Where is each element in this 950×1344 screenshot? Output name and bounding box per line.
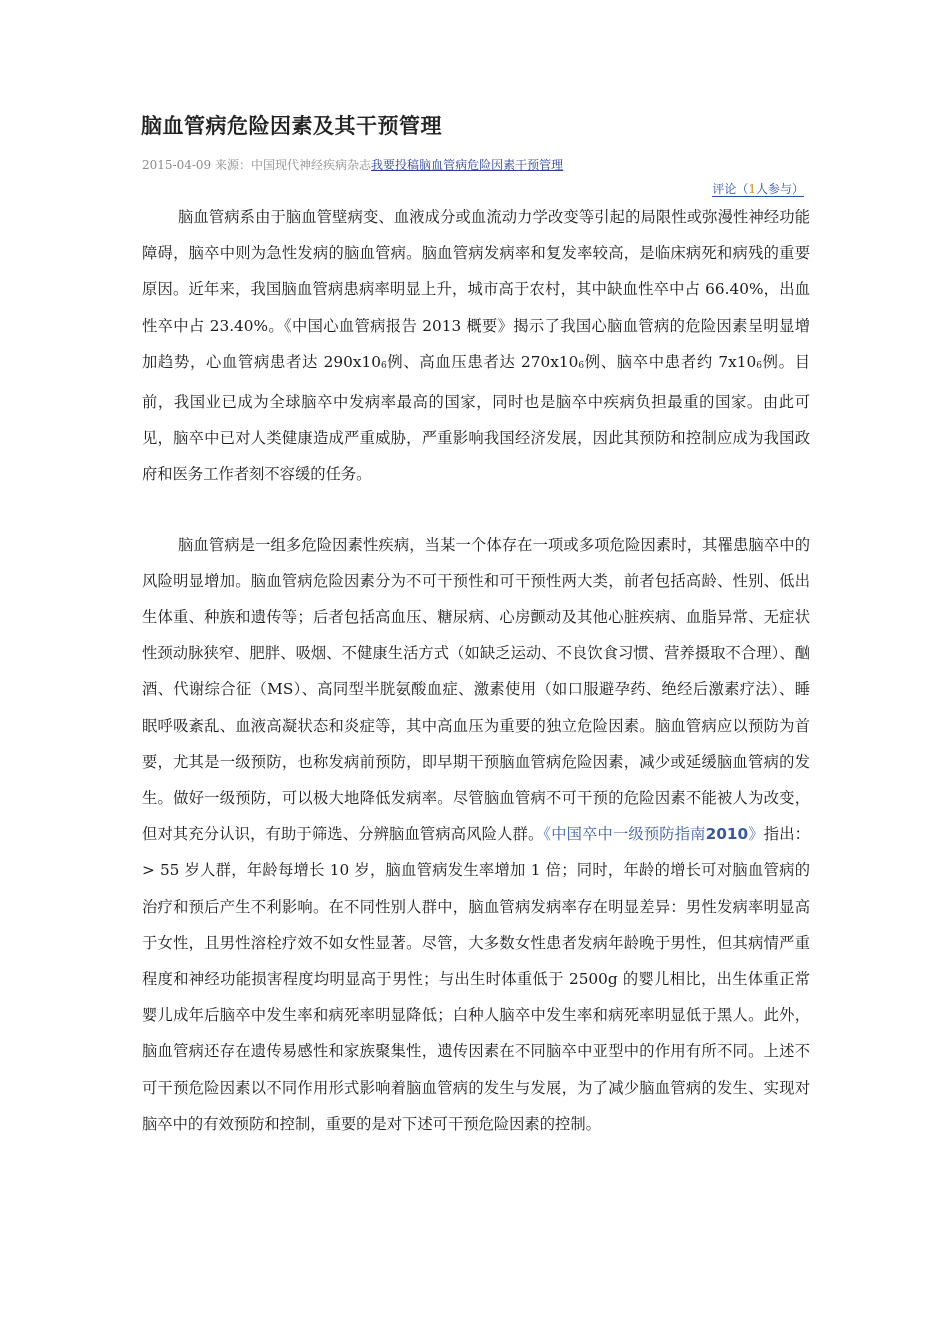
comments-row	[142, 180, 810, 198]
paragraph-intro-text-2: 例、高血压患者达 270x10	[386, 352, 579, 371]
paragraph-intro-text-1: 脑血管病系由于脑血管壁病变、血液成分或血流动力学改变等引起的局限性或弥漫性神经功能障碍，脑卒中则为急性发病的脑血管病。脑血管病发病率和复发率较高，是临床病死和病残的重要原因。近年来，我国脑血管病患病率明显上升，城市高于农村，其中缺血性卒中占 66.40%，出血性卒中占 23.40%。《中国心血管病报告 2013 概要》揭示了我国心脑血管病的危险因素呈明显增加趋势，心血管病患者达 290x10	[142, 208, 810, 371]
publish-date: 2015-04-09	[142, 158, 212, 172]
article-title: 脑血管病危险因素及其干预管理	[141, 114, 442, 138]
article-meta	[142, 156, 810, 174]
paragraph-risk-factors	[142, 527, 810, 1142]
paragraph-intro	[142, 199, 810, 493]
source-name: 中国现代神经疾病杂志	[251, 158, 372, 172]
comments-suffix: 人参与）	[755, 182, 804, 196]
exponent-2: 6	[578, 360, 585, 371]
guideline-link-close: 》	[748, 825, 764, 844]
paragraph-intro-text-3: 例、脑卒中患者约 7x10	[584, 352, 757, 371]
guideline-link-year: 2010	[705, 825, 749, 844]
comments-count: 1	[748, 182, 756, 196]
source-label: 来源：	[215, 158, 252, 172]
comments-label: 评论（	[712, 182, 749, 196]
paragraph-risk-text-1: 脑血管病是一组多危险因素性疾病，当某一个体存在一项或多项危险因素时，其罹患脑卒中的风险明显增加。脑血管病危险因素分为不可干预性和可干预性两大类，前者包括高龄、性别、低出生体重、种族和遗传等；后者包括高血压、糖尿病、心房颤动及其他心脏疾病、血脂异常、无症状性颈动脉狭窄、肥胖、吸烟、不健康生活方式（如缺乏运动、不良饮食习惯、营养摄取不合理）、酗酒、代谢综合征（MS）、高同型半胱氨酸血症、激素使用（如口服避孕药、绝经后激素疗法）、睡眠呼吸紊乱、血液高凝状态和炎症等，其中高血压为重要的独立危险因素。脑血管病应以预防为首要，尤其是一级预防，也称发病前预防，即早期干预脑血管病危险因素，减少或延缓脑血管病的发生。做好一级预防，可以极大地降低发病率。尽管脑血管病不可干预的危险因素不能被人为改变，但对其充分认识，有助于筛选、分辨脑血管病高风险人群。	[142, 535, 810, 844]
article	[142, 108, 810, 1142]
paragraph-risk-text-2: 指出： > 55 岁人群，年龄每增长 10 岁，脑血管病发生率增加 1 倍；同时，年龄的增长可对脑血管病的治疗和预后产生不利影响。在不同性别人群中，脑血管病发病率存在明显差异：男性发病率明显高于女性，且男性溶栓疗效不如女性显著。尽管，大多数女性患者发病年龄晚于男性，但其病情严重程度和神经功能损害程度均明显高于男性；与出生时体重低于 2500g 的婴儿相比，出生体重正常婴儿成年后脑卒中发生率和病死率明显降低；白种人脑卒中发生率和病死率明显低于黑人。此外，脑血管病还存在遗传易感性和家族聚集性，遗传因素在不同脑卒中亚型中的作用有所不同。上述不可干预危险因素以不同作用形式影响着脑血管病的发生与发展，为了减少脑血管病的发生、实现对脑卒中的有效预防和控制，重要的是对下述可干预危险因素的控制。	[142, 825, 810, 1133]
submit-link[interactable]: 我要投稿	[371, 158, 420, 172]
tags-link[interactable]: 脑血管病危险因素干预管理	[419, 158, 564, 172]
paragraph-intro-text-4: 例。目前，我国业已成为全球脑卒中发病率最高的国家，同时也是脑卒中疾病负担最重的国家。由此可见，脑卒中已对人类健康造成严重威胁，严重影响我国经济发展，因此其预防和控制应成为我国政府和医务工作者刻不容缓的任务。	[142, 352, 810, 484]
exponent-3: 6	[756, 360, 762, 371]
exponent-1: 6	[380, 360, 387, 371]
guideline-link-text: 《中国卒中一级预防指南	[543, 825, 706, 844]
comments-link[interactable]	[712, 182, 804, 197]
guideline-link[interactable]	[543, 825, 763, 843]
